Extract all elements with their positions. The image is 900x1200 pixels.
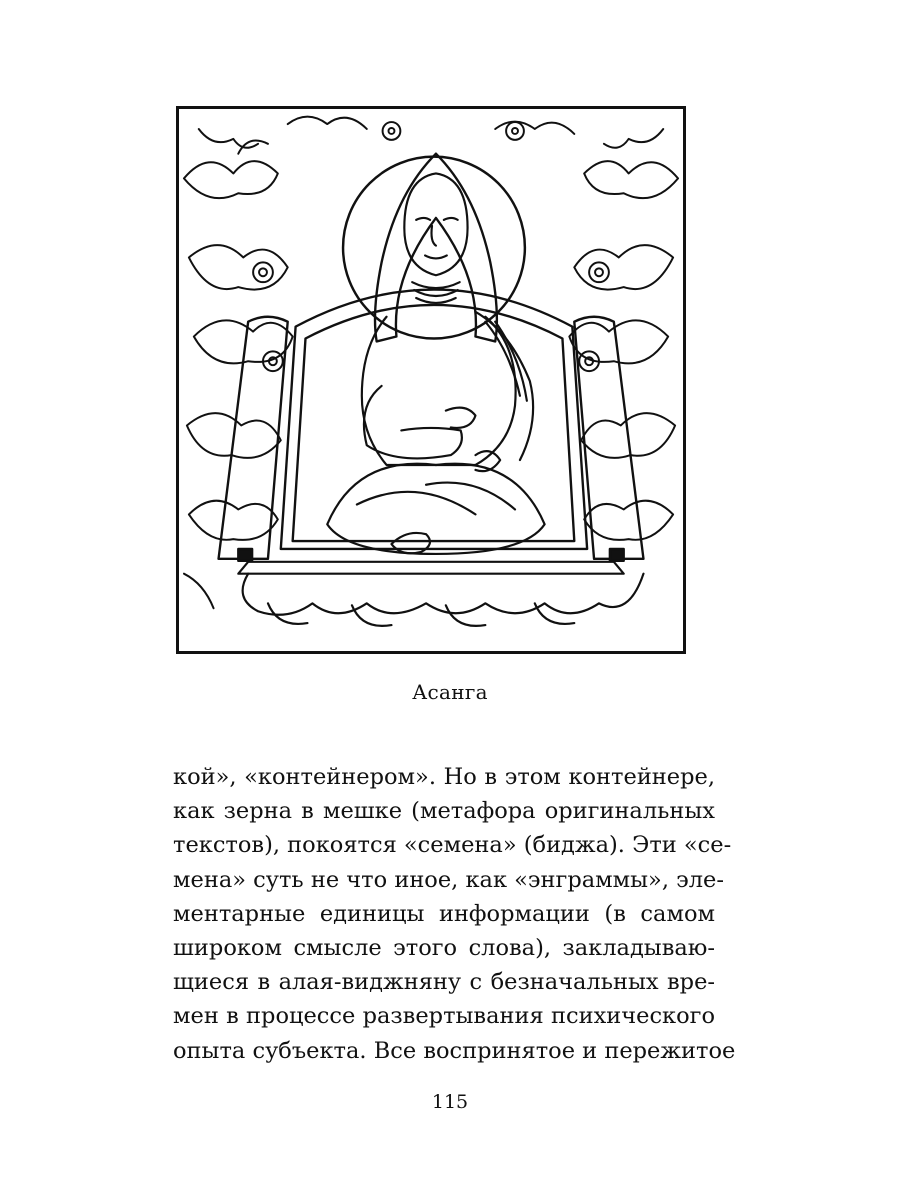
text-line: текстов), покоятся «семена» (биджа). Эти «се- [173,832,732,859]
cloud-pattern-left [184,129,293,608]
text-line: ментарные единицы информации (в самом [173,900,715,927]
text-line: опыта субъекта. Все воспринятое и пережитое [173,1037,736,1064]
text-line: широком смысле этого слова), закладываю- [173,935,715,962]
text-line: кой», «контейнером». Но в этом контейнере, [173,764,715,790]
asanga-illustration [176,106,686,654]
lotus-seat [238,562,643,626]
text-line: мена» суть не что иное, как «энграммы», эле- [173,866,724,893]
text-line: мен в процессе развертывания психического [173,1003,715,1030]
figure-caption: Асанга [412,680,488,704]
cloud-pattern-top [288,117,575,140]
body-paragraph [173,760,736,1068]
text-line: как зерна в мешке (метафора оригинальных [173,798,715,825]
throne-arch [219,290,644,561]
face [404,173,467,302]
cloud-pattern-right [569,129,678,540]
robed-body [327,312,544,554]
text-line: щиеся в алая-виджняну с безначальных вре- [173,969,715,996]
page-number: 115 [431,1091,469,1113]
